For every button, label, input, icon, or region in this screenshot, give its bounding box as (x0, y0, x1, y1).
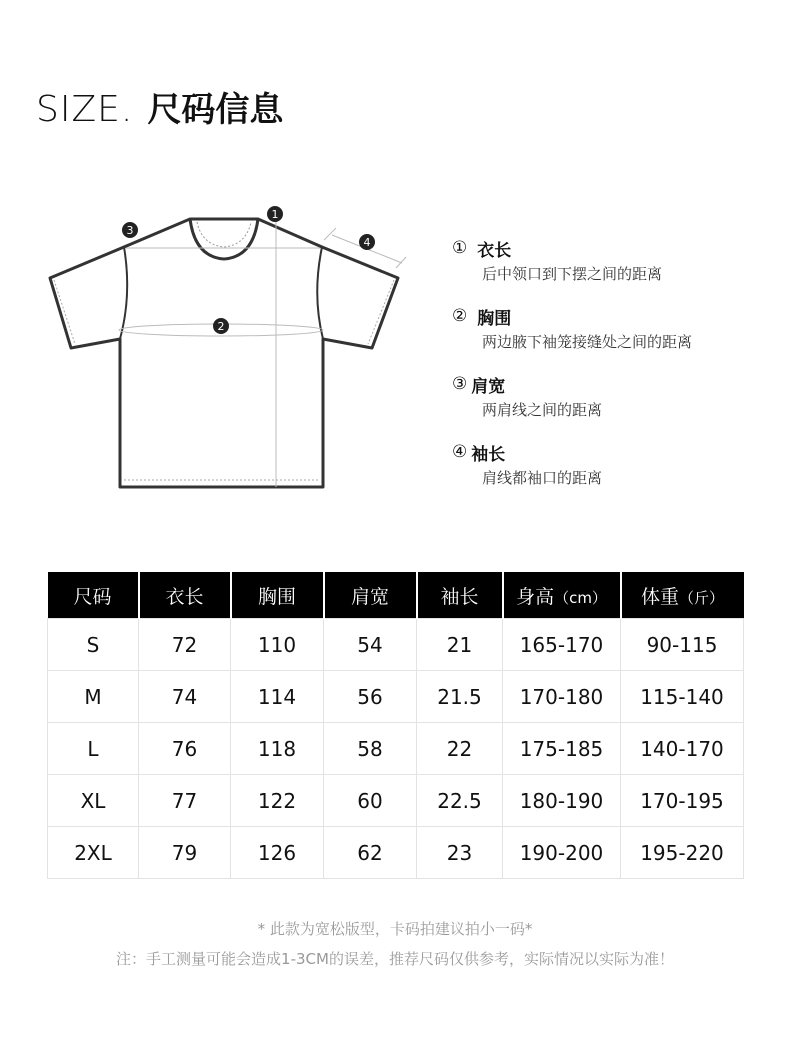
cell-shoulder: 54 (324, 619, 417, 671)
legend-name: 肩宽 (471, 376, 506, 397)
cell-sleeve: 22 (417, 723, 503, 775)
cell-chest: 110 (231, 619, 324, 671)
cell-height: 170-180 (503, 671, 621, 723)
title-chinese: 尺码信息 (147, 90, 284, 130)
cell-weight: 170-195 (621, 775, 744, 827)
cell-height: 165-170 (503, 619, 621, 671)
table-row (48, 671, 744, 723)
legend-number: ④ (452, 442, 468, 462)
legend-name: 袖长 (471, 444, 506, 465)
cell-height: 190-200 (503, 827, 621, 879)
marker-1 (267, 206, 283, 222)
table-header-row (48, 572, 744, 619)
measurement-disclaimer: 注：手工测量可能会造成1-3CM的误差，推荐尺码仅供参考，实际情况以实际为准！ (116, 950, 674, 968)
marker-3 (122, 222, 138, 238)
cell-size: M (48, 671, 139, 723)
legend-desc: 两边腋下袖笼接缝处之间的距离 (482, 333, 693, 351)
marker-2 (213, 318, 229, 334)
cell-size: XL (48, 775, 139, 827)
cell-chest: 126 (231, 827, 324, 879)
cell-sleeve: 21 (417, 619, 503, 671)
cell-length: 72 (139, 619, 231, 671)
cell-shoulder: 58 (324, 723, 417, 775)
svg-text:3: 3 (126, 224, 134, 237)
cell-height: 180-190 (503, 775, 621, 827)
cell-size: S (48, 619, 139, 671)
cell-weight: 140-170 (621, 723, 744, 775)
header-sleeve: 袖长 (417, 572, 503, 619)
cell-sleeve: 23 (417, 827, 503, 879)
header-weight-unit: （斤） (679, 588, 725, 607)
legend-number: ① (452, 238, 468, 258)
cell-length: 76 (139, 723, 231, 775)
table-row (48, 723, 744, 775)
cell-size: L (48, 723, 139, 775)
legend-item-chest (452, 304, 772, 352)
cell-length: 79 (139, 827, 231, 879)
page-title (36, 82, 283, 132)
table-row (48, 775, 744, 827)
cell-height: 175-185 (503, 723, 621, 775)
cell-chest: 114 (231, 671, 324, 723)
header-height: 身高（cm） (503, 572, 621, 619)
legend-name: 胸围 (477, 308, 512, 329)
cell-chest: 122 (231, 775, 324, 827)
cell-weight: 90-115 (621, 619, 744, 671)
legend-desc: 两肩线之间的距离 (482, 401, 603, 419)
legend-desc: 后中领口到下摆之间的距离 (482, 265, 663, 283)
table-row (48, 619, 744, 671)
legend-name: 衣长 (477, 240, 512, 261)
legend-item-sleeve (452, 440, 772, 488)
legend-item-shoulder (452, 372, 772, 420)
tshirt-diagram (40, 195, 410, 495)
svg-text:4: 4 (363, 236, 371, 249)
header-weight: 体重（斤） (621, 572, 744, 619)
header-height-unit: （cm） (554, 588, 607, 607)
cell-sleeve: 21.5 (417, 671, 503, 723)
size-table (47, 572, 744, 879)
header-shoulder: 肩宽 (324, 572, 417, 619)
cell-length: 74 (139, 671, 231, 723)
legend-number: ② (452, 306, 468, 326)
cell-chest: 118 (231, 723, 324, 775)
cell-size: 2XL (48, 827, 139, 879)
title-latin: SIZE. (36, 89, 134, 130)
cell-shoulder: 62 (324, 827, 417, 879)
sizing-advice-note: * 此款为宽松版型，卡码拍建议拍小一码* (257, 920, 533, 938)
cell-length: 77 (139, 775, 231, 827)
header-size: 尺码 (48, 572, 139, 619)
svg-text:2: 2 (217, 320, 225, 333)
cell-weight: 115-140 (621, 671, 744, 723)
legend-item-length (452, 236, 772, 284)
legend-desc: 肩线都袖口的距离 (482, 469, 603, 487)
cell-shoulder: 56 (324, 671, 417, 723)
svg-text:1: 1 (271, 208, 279, 221)
legend-number: ③ (452, 374, 468, 394)
cell-shoulder: 60 (324, 775, 417, 827)
header-length: 衣长 (139, 572, 231, 619)
measurement-legend (452, 236, 772, 508)
header-chest: 胸围 (231, 572, 324, 619)
table-row (48, 827, 744, 879)
cell-weight: 195-220 (621, 827, 744, 879)
cell-sleeve: 22.5 (417, 775, 503, 827)
marker-4 (359, 234, 375, 250)
